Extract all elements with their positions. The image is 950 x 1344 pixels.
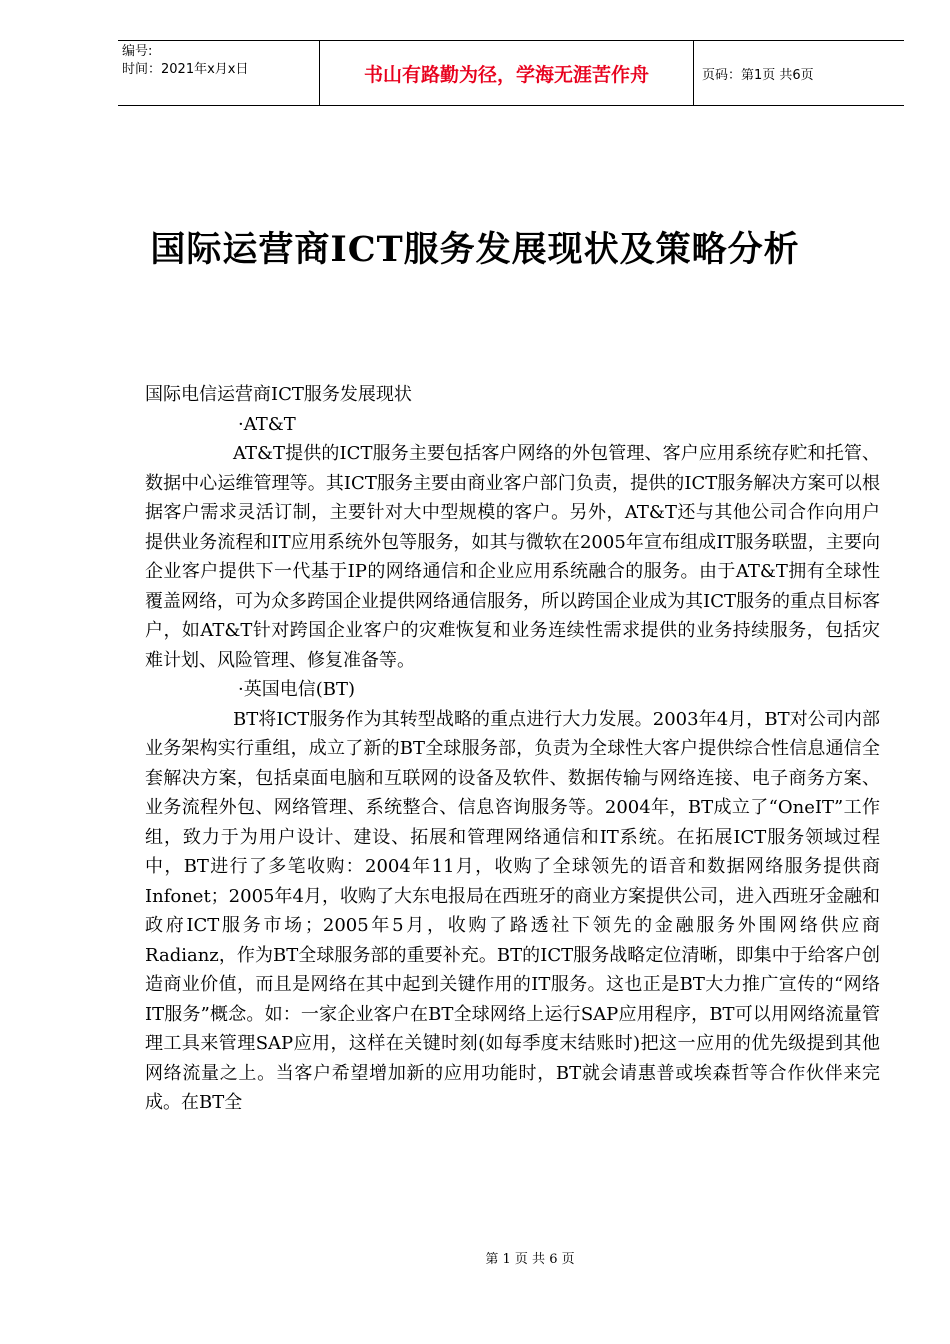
paragraph-bt: BT将ICT服务作为其转型战略的重点进行大力发展。2003年4月，BT对公司内部业务架构实行重组，成立了新的BT全球服务部，负责为全球性大客户提供综合性信息通信全套解决方案，包括桌面电脑和互联网的设备及软件、数据传输与网络连接、电子商务方案、业务流程外包、网络管理、系统整合、信息咨询服务等。2004年，BT成立了“OneIT”工作组，致力于为用户设计、建设、拓展和管理网络通信和IT系统。在拓展ICT服务领域过程中，BT进行了多笔收购：2004年11月，收购了全球领先的语音和数据网络服务提供商Infonet；2005年4月，收购了大东电报局在西班牙的商业方案提供公司，进入西班牙金融和政府ICT服务市场；2005年5月，收购了路透社下领先的金融服务外围网络供应商Radianz，作为BT全球服务部的重要补充。BT的ICT服务战略定位清晰，即集中于给客户创造商业价值，而且是网络在其中起到关键作用的IT服务。这也正是BT大力推广宣传的“网络IT服务”概念。如：一家企业客户在BT全球网络上运行SAP应用程序，BT可以用网络流量管理工具来管理SAP应用，这样在关键时刻(如每季度末结账时)把这一应用的优先级提到其他网络流量之上。当客户希望增加新的应用功能时，BT就会请惠普或埃森哲等合作伙伴来完成。在BT全 [145,708,880,1113]
bullet-att: ·AT&T [238,413,296,435]
header-meta-cell [118,41,320,106]
bullet-bt: ·英国电信(BT) [238,679,355,700]
time-label: 时间：2021年x月x日 [122,62,249,77]
page-header [118,40,904,106]
header-page-info: 页码：第1页 共6页 [694,41,905,106]
paragraph-att: AT&T提供的ICT服务主要包括客户网络的外包管理、客户应用系统存贮和托管、数据中心运维管理等。其ICT服务主要由商业客户部门负责，提供的ICT服务解决方案可以根据客户需求灵活订制，主要针对大中型规模的客户。另外，AT&T还与其他公司合作向用户提供业务流程和IT应用系统外包等服务，如其与微软在2005年宣布组成IT服务联盟，主要向企业客户提供下一代基于IP的网络通信和企业应用系统融合的服务。由于AT&T拥有全球性覆盖网络，可为众多跨国企业提供网络通信服务，所以跨国企业成为其ICT服务的重点目标客户，如AT&T针对跨国企业客户的灾难恢复和业务连续性需求提供的业务持续服务，包括灾难计划、风险管理、修复准备等。 [145,443,880,671]
section-title: 国际电信运营商ICT服务发展现状 [145,384,412,405]
header-motto: 书山有路勤为径，学海无涯苦作舟 [320,41,694,106]
number-label: 编号: [122,44,153,59]
document-title: 国际运营商ICT服务发展现状及策略分析 [150,229,800,270]
document-body [145,380,880,1118]
page-footer: 第 1 页 共 6 页 [485,1252,575,1267]
